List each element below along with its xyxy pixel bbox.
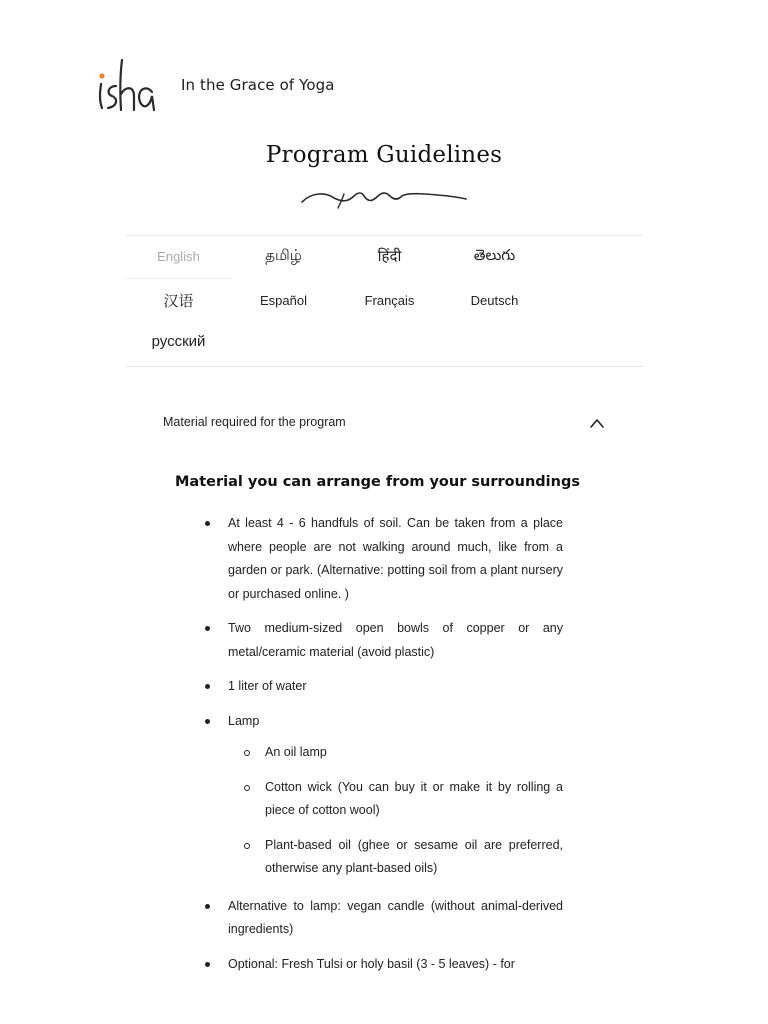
list-item	[200, 617, 563, 664]
bullet	[205, 719, 210, 724]
lang-tab-hindi[interactable]: हिंदी	[377, 248, 402, 265]
list-item-text: Alternative to lamp: vegan candle (without animal-derived ingredients)	[228, 898, 563, 936]
list-item	[200, 895, 563, 942]
list-item	[200, 512, 563, 606]
list-item-text: Lamp	[228, 713, 260, 728]
bullet	[205, 962, 210, 967]
hollow-bullet	[244, 785, 250, 791]
lang-tab-german[interactable]: Deutsch	[470, 293, 519, 308]
lamp-sublist	[200, 741, 563, 881]
list-item-text: At least 4 - 6 handfuls of soil. Can be taken from a place where people are not walking around much, like from a garden or park. (Alternative: potting soil from a plant nursery or purchased online. )	[228, 516, 563, 601]
sublist-item	[200, 834, 563, 881]
list-item	[200, 675, 563, 699]
isha-logo[interactable]	[94, 56, 156, 114]
accordion-material-header[interactable]	[163, 414, 608, 434]
lang-tab-spanish[interactable]: Español	[260, 293, 307, 308]
bullet	[205, 626, 210, 631]
list-item-text: Optional: Fresh Tulsi or holy basil (3 - 5 leaves) - for	[228, 956, 515, 971]
material-list	[200, 512, 563, 1011]
bullet	[205, 521, 210, 526]
sublist-item-text: An oil lamp	[265, 745, 327, 759]
sublist-item	[200, 741, 563, 765]
lang-tab-chinese[interactable]: 汉语	[163, 293, 194, 310]
lang-tab-russian[interactable]: русский	[151, 333, 206, 350]
list-item-text: Two medium-sized open bowls of copper or any metal/ceramic material (avoid plastic)	[228, 621, 563, 659]
section-title: Material you can arrange from your surroundings	[175, 474, 580, 490]
sublist-item-text: Plant-based oil (ghee or sesame oil are preferred, otherwise any plant-based oils)	[265, 837, 563, 875]
title-flourish-ornament	[298, 186, 470, 210]
lang-tab-tamil[interactable]: தமிழ்	[265, 247, 302, 264]
language-selector	[126, 235, 643, 367]
list-item	[200, 710, 563, 734]
list-item	[200, 953, 563, 1000]
site-tagline: In the Grace of Yoga	[181, 76, 335, 94]
bullet	[205, 904, 210, 909]
active-tab-underline	[126, 278, 231, 279]
list-item-text: 1 liter of water	[228, 679, 307, 693]
bullet	[205, 684, 210, 689]
sublist-item-text: Cotton wick (You can buy it or make it by rolling a piece of cotton wool)	[265, 779, 563, 817]
hollow-bullet	[244, 843, 250, 849]
lang-tab-telugu[interactable]: తెలుగు	[473, 247, 516, 264]
chevron-up-icon[interactable]	[589, 416, 605, 430]
accordion-label: Material required for the program	[163, 415, 346, 429]
lang-tab-french[interactable]: Français	[364, 293, 415, 308]
lang-tab-english[interactable]: English	[157, 249, 200, 264]
site-header	[0, 0, 768, 130]
page-title: Program Guidelines	[265, 142, 503, 168]
sublist-item	[200, 776, 563, 823]
hollow-bullet	[244, 750, 250, 756]
